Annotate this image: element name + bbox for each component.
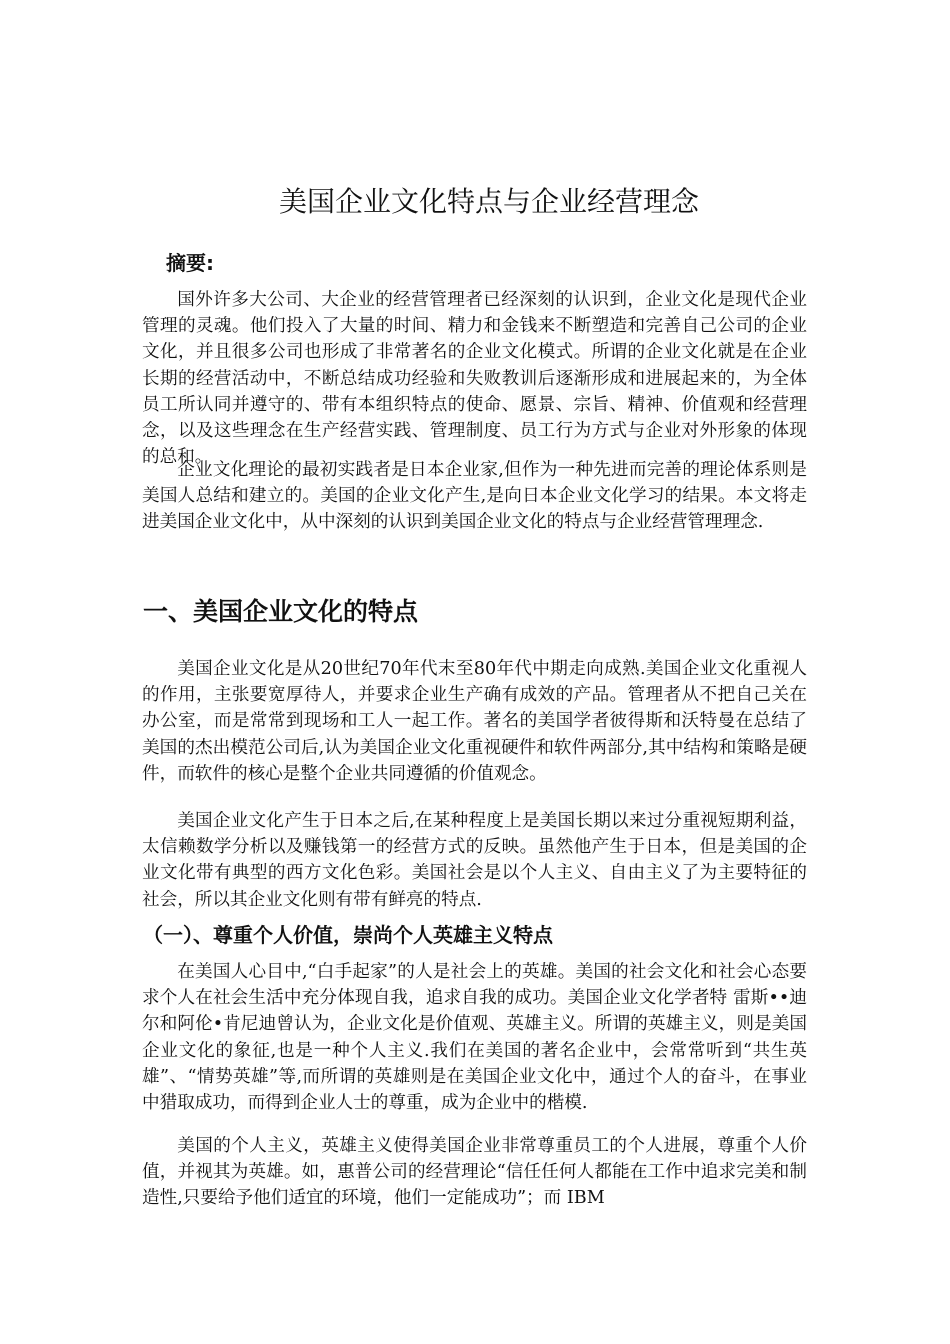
abstract-paragraph-1: 国外许多大公司、大企业的经营管理者已经深刻的认识到，企业文化是现代企业管理的灵魂。他们投入了大量的时间、精力和金钱来不断塑造和完善自己公司的企业文化，并且很多公司也形成了非常著名的企业文化模式。所谓的企业文化就是在企业长期的经营活动中，不断总结成功经验和失败教训后逐渐形成和进展起来的，为全体员工所认同并遵守的、带有本组织特点的使命、愿景、宗旨、精神、价值观和经营理念，以及这些理念在生产经营实践、管理制度、员工行为方式与企业对外形象的体现的总和。 bbox=[142, 290, 807, 468]
abstract-label: 摘要: bbox=[166, 251, 214, 275]
section1-paragraph-1: 美国企业文化是从20世纪70年代末至80年代中期走向成熟.美国企业文化重视人的作用，主张要宽厚待人，并要求企业生产确有成效的产品。管理者从不把自己关在办公室，而是常常到现场和工人一起工作。著名的美国学者彼得斯和沃特曼在总结了美国的杰出模范公司后,认为美国企业文化重视硬件和软件两部分,其中结构和策略是硬件，而软件的核心是整个企业共同遵循的价值观念。 bbox=[142, 659, 807, 784]
section1-paragraph-2: 美国企业文化产生于日本之后,在某种程度上是美国长期以来过分重视短期利益，太信赖数学分析以及赚钱第一的经营方式的反映。虽然他产生于日本，但是美国的企业文化带有典型的西方文化色彩。美国社会是以个人主义、自由主义了为主要特征的社会，所以其企业文化则有带有鲜亮的特点. bbox=[142, 811, 807, 910]
document-title: 美国企业文化特点与企业经营理念 bbox=[278, 185, 699, 218]
subsection-heading-1: （一）、尊重个人价值，崇尚个人英雄主义特点 bbox=[143, 923, 553, 947]
subsection1-paragraph-2: 美国的个人主义，英雄主义使得美国企业非常尊重员工的个人进展，尊重个人价值，并视其为英雄。如，惠普公司的经营理论“信任任何人都能在工作中追求完美和制造性,只要给予他们适宜的环境，他们一定能成功”；而 IBM bbox=[142, 1136, 807, 1209]
subsection1-paragraph-1: 在美国人心目中,“白手起家”的人是社会上的英雄。美国的社会文化和社会心态要求个人在社会生活中充分体现自我，追求自我的成功。美国企业文化学者特 雷斯••迪尔和阿伦•肯尼迪曾认为，企业文化是价值观、英雄主义。所谓的英雄主义，则是美国企业文化的象征,也是一种个人主义.我们在美国的著名企业中，会常常听到“共生英雄”、“情势英雄”等,而所谓的英雄则是在美国企业文化中，通过个人的奋斗，在事业中猎取成功，而得到企业人士的尊重，成为企业中的楷模. bbox=[142, 962, 807, 1114]
section-heading-1: 一、美国企业文化的特点 bbox=[143, 597, 419, 626]
abstract-paragraph-2: 企业文化理论的最初实践者是日本企业家,但作为一种先进而完善的理论体系则是美国人总结和建立的。美国的企业文化产生,是向日本企业文化学习的结果。本文将走进美国企业文化中，从中深刻的认识到美国企业文化的特点与企业经营管理理念. bbox=[142, 460, 807, 533]
